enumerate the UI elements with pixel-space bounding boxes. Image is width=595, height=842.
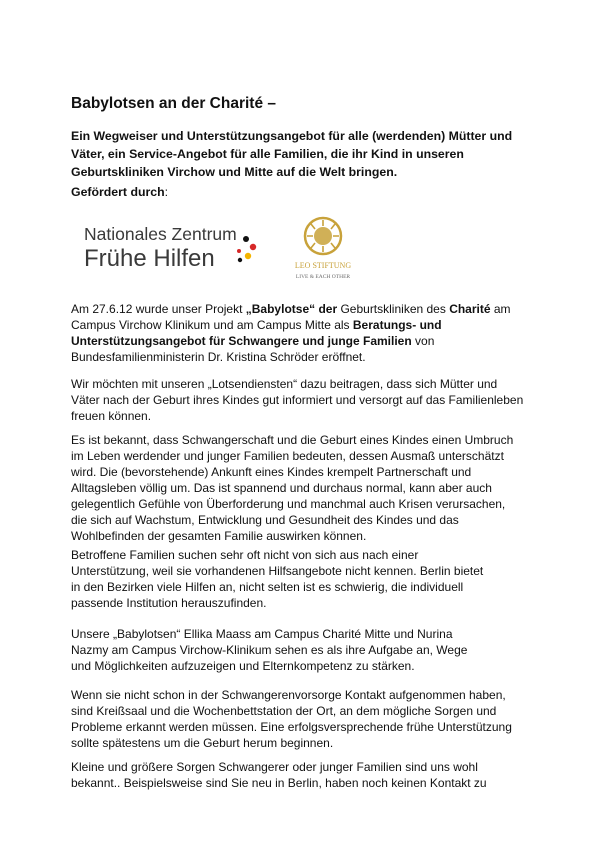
text-run: Geburtskliniken des [337, 302, 450, 316]
funded-by-label [71, 185, 168, 199]
p3-line: Alltagsleben völlig um. Das ist spannend und durchaus normal, kann aber auch [71, 481, 492, 495]
nzfh-logo-line2: Frühe Hilfen [84, 245, 215, 272]
p5-line: Unsere „Babylotsen“ Ellika Maass am Campus Charité Mitte und Nurina [71, 627, 453, 641]
p3-line: Wohlbefinden der gesamten Familie auswirken können. [71, 529, 367, 543]
paragraph-project-launch [71, 301, 541, 365]
p3-line: im Leben werdender und junger Familien bedeuten, dessen Ausmaß unterschätzt [71, 449, 504, 463]
funded-by-text: Gefördert durch [71, 185, 165, 199]
page-title: Babylotsen an der Charité – [71, 95, 277, 112]
p3-line: Es ist bekannt, dass Schwangerschaft und die Geburt eines Kindes einen Umbruch [71, 433, 514, 447]
nzfh-dot [245, 253, 251, 259]
p2-line: freuen können. [71, 409, 152, 423]
intro-line: Väter, ein Service-Angebot für alle Familien, die ihr Kind in unseren [71, 147, 464, 161]
p3-line: gelegentlich Gefühle von Überforderung und manchmal auch Krisen verursachen, [71, 497, 506, 511]
p3-line: wird. Die (bevorstehende) Ankunft eines Kindes krempelt Partnerschaft und [71, 465, 472, 479]
text-run: am [490, 302, 511, 316]
p4-line: passende Institution herauszufinden. [71, 596, 267, 610]
text-run: Campus Virchow Klinikum und am Campus Mitte als [71, 318, 353, 332]
p5-line: Nazmy am Campus Virchow-Klinikum sehen es als ihre Aufgabe an, Wege [71, 643, 468, 657]
text-run-bold: Charité [449, 302, 491, 316]
p1-line2 [71, 317, 541, 333]
text-run: von [411, 334, 435, 348]
paragraph-umbruch [71, 432, 541, 544]
p6-line: Wenn sie nicht schon in der Schwangerenvorsorge Kontakt aufgenommen haben, [71, 688, 506, 702]
p5-line: und Möglichkeiten aufzuzeigen und Elternkompetenz zu stärken. [71, 659, 415, 673]
p6-line: sollte spätestens um die Geburt herum beginnen. [71, 736, 334, 750]
p1-line4: Bundesfamilienministerin Dr. Kristina Schröder eröffnet. [71, 350, 366, 364]
leo-emblem-inner [314, 227, 332, 245]
p2-line: Wir möchten mit unseren „Lotsendiensten“ dazu beitragen, dass sich Mütter und [71, 377, 498, 391]
p6-line: sind Kreißsaal und die Wochenbettstation der Ort, an dem mögliche Sorgen und [71, 704, 497, 718]
leo-logo-line2: LIVE & EACH OTHER [295, 274, 351, 280]
p7-line: bekannt.. Beispielsweise sind Sie neu in Berlin, haben noch keinen Kontakt zu [71, 776, 487, 790]
nzfh-dot [243, 236, 249, 242]
paragraph-betroffene-familien [71, 547, 541, 611]
nzfh-logo [82, 218, 262, 278]
intro-paragraph [71, 127, 541, 181]
paragraph-babylotsen [71, 626, 541, 674]
p4-line: in den Bezirken viele Hilfen an, nicht selten ist es schwierig, die individuell [71, 580, 464, 594]
funded-by-colon: : [164, 185, 169, 199]
p1-line3 [71, 333, 541, 349]
p3-line: die sich auf Wachstum, Entwicklung und Gesundheit des Kindes und das [71, 513, 459, 527]
text-run: Am 27.6.12 wurde unser Projekt [71, 302, 246, 316]
nzfh-dot [238, 258, 242, 262]
text-run-bold: „Babylotse“ der [245, 302, 338, 316]
text-run-bold: Beratungs- und [352, 318, 442, 332]
p6-line: Probleme erkannt werden müssen. Eine erfolgsversprechende frühe Unterstützung [71, 720, 512, 734]
p2-line: Väter nach der Geburt ihres Kindes gut informiert und versorgt auf das Familienleben [71, 393, 524, 407]
text-run-bold: Unterstützungsangebot für Schwangere und junge Familien [71, 334, 412, 348]
nzfh-logo-line1: Nationales Zentrum [84, 224, 237, 244]
paragraph-kreisssaal [71, 687, 541, 751]
paragraph-lotsendienste [71, 376, 541, 424]
paragraph-sorgen [71, 759, 541, 791]
p4-line: Betroffene Familien suchen sehr oft nicht von sich aus nach einer [71, 548, 419, 562]
intro-line: Geburtskliniken Virchow und Mitte auf die Welt bringen. [71, 165, 398, 179]
nzfh-dot [250, 244, 256, 250]
intro-line: Ein Wegweiser und Unterstützungsangebot für alle (werdenden) Mütter und [71, 129, 513, 143]
p7-line: Kleine und größere Sorgen Schwangerer oder junger Familien sind uns wohl [71, 760, 478, 774]
leo-logo-line1: LEO STIFTUNG [294, 261, 352, 270]
nzfh-dot [237, 249, 241, 253]
p1-line1 [71, 301, 541, 317]
leo-stiftung-logo [281, 212, 365, 292]
p4-line: Unterstützung, weil sie vorhandenen Hilfsangebote nicht kennen. Berlin bietet [71, 564, 484, 578]
